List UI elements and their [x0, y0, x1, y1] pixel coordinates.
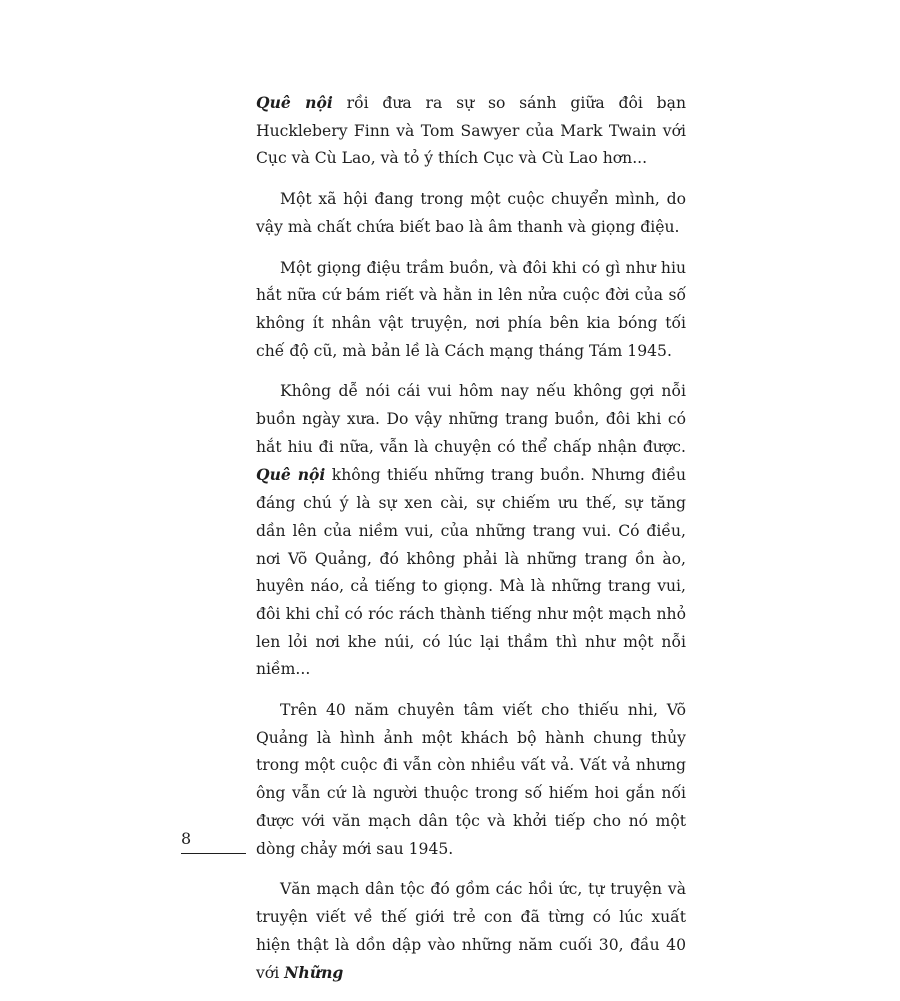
page-number-rule	[181, 853, 246, 854]
paragraph-4	[256, 378, 686, 684]
paragraph-text: Không dễ nói cái vui hôm nay nếu không gợi nỗi buồn ngày xưa. Do vậy những trang buồn, đôi khi có hắt hiu đi nữa, vẫn là chuyện có thể chấp nhận được.	[256, 382, 686, 456]
paragraph-1	[256, 89, 686, 173]
page-number: 8	[181, 829, 192, 848]
body-text	[256, 89, 686, 1001]
paragraph-text: không thiếu những trang buồn. Nhưng điều đáng chú ý là sự xen cài, sự chiếm ưu thế, sự tăng dần lên của niềm vui, của những trang vui. Có điều, nơi Võ Quảng, đó không phải là những trang ồn ào, huyên náo, cả tiếng to giọng. Mà là những trang vui, đôi khi chỉ có róc rách thành tiếng như một mạch nhỏ len lỏi nơi khe núi, có lúc lại thầm thì như một nỗi niềm...	[256, 466, 686, 679]
paragraph-text: Văn mạch dân tộc đó gồm các hồi ức, tự truyện và truyện viết về thế giới trẻ con đã từng có lúc xuất hiện thật là dồn dập vào những năm cuối 30, đầu 40 với	[256, 880, 686, 983]
paragraph-text: Trên 40 năm chuyên tâm viết cho thiếu nhi, Võ Quảng là hình ảnh một khách bộ hành chung thủy trong một cuộc đi vẫn còn nhiều vất vả. Vất vả nhưng ông vẫn cứ là người thuộc trong số hiếm hoi gắn nối được với văn mạch dân tộc và khởi tiếp cho nó một dòng chảy mới sau 1945.	[256, 701, 686, 858]
paragraph-6	[256, 876, 686, 988]
book-title-emphasis: Những	[284, 963, 344, 983]
book-title-emphasis: Quê nội	[256, 465, 326, 485]
paragraph-3	[256, 255, 686, 366]
book-title-emphasis: Quê nội	[256, 93, 333, 112]
paragraph-text: Một giọng điệu trầm buồn, và đôi khi có gì như hiu hắt nữa cứ bám riết và hằn in lên nửa cuộc đời của số không ít nhân vật truyện, nơi phía bên kia bóng tối chế độ cũ, mà bản lề là Cách mạng tháng Tám 1945.	[256, 258, 686, 360]
paragraph-5	[256, 697, 686, 863]
paragraph-text: rồi đưa ra sự so sánh giữa đôi bạn Hucklebery Finn và Tom Sawyer của Mark Twain với Cục và Cù Lao, và tỏ ý thích Cục và Cù Lao hơn...	[256, 94, 686, 168]
paragraph-2	[256, 186, 686, 241]
paragraph-text: Một xã hội đang trong một cuộc chuyển mình, do vậy mà chất chứa biết bao là âm thanh và giọng điệu.	[256, 190, 686, 236]
